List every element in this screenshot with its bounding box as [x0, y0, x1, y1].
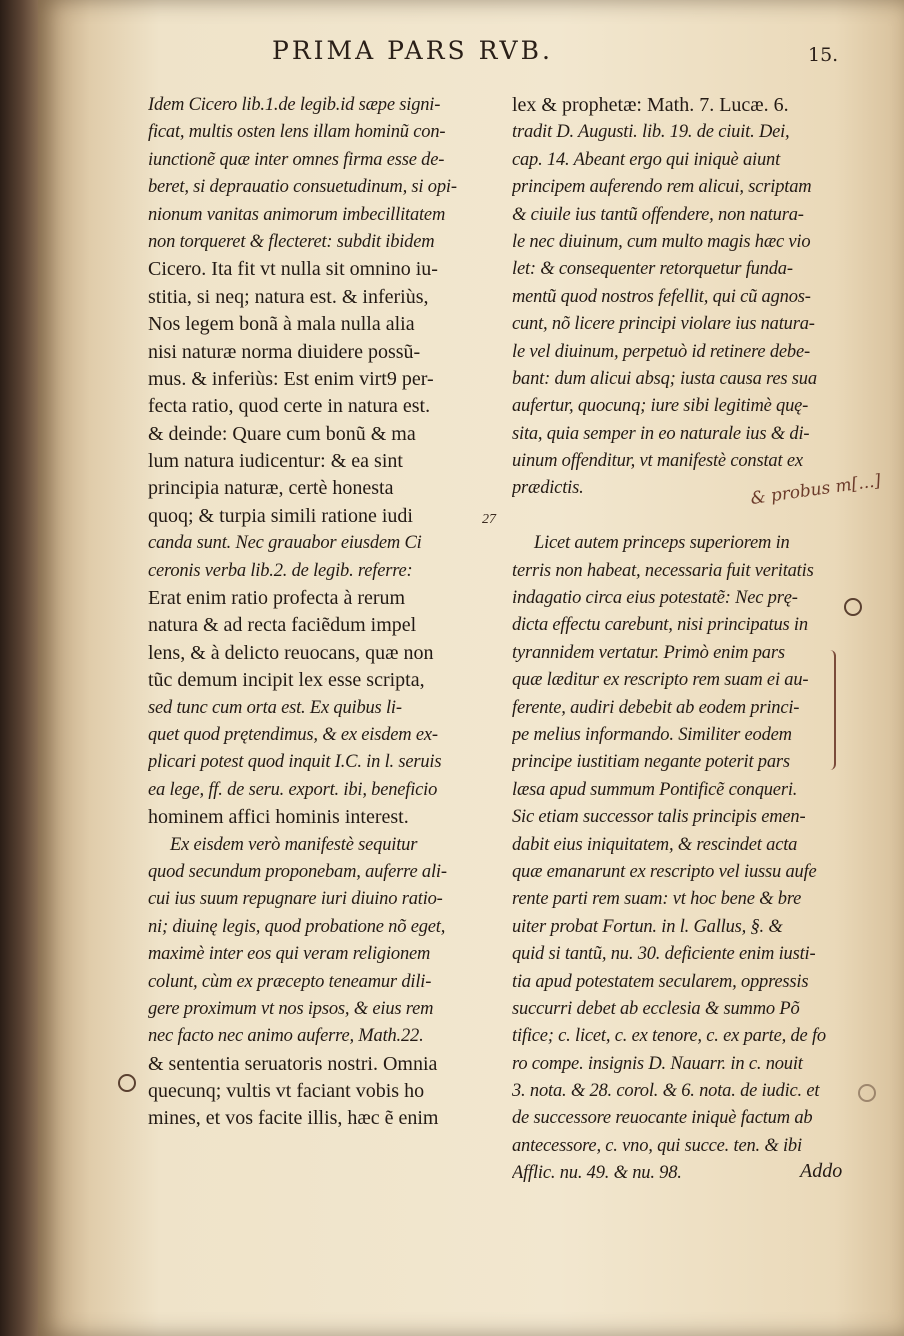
- text-line: Cicero. Ita fit vt nulla sit omnino iu-: [148, 258, 438, 281]
- marginal-paragraph-number: 27: [482, 512, 496, 527]
- text-line: terris non habeat, necessaria fuit veritatis: [512, 560, 814, 581]
- text-line: sita, quia semper in eo naturale ius & di-: [512, 423, 810, 444]
- text-line: aufertur, quocunq; iure sibi legitimè quę-: [512, 396, 809, 417]
- handwritten-bracket-mark: [826, 650, 836, 770]
- text-line: uiter probat Fortun. in l. Gallus, §. &: [512, 916, 783, 937]
- text-line: sed tunc cum orta est. Ex quibus li-: [148, 697, 402, 718]
- right-text-column: [512, 92, 842, 1188]
- text-line: Licet autem princeps superiorem in: [534, 533, 790, 554]
- text-line: bant: dum alicui absq; iusta causa res sua: [512, 368, 817, 389]
- text-line: mines, et vos facite illis, hæc ẽ enim: [148, 1107, 439, 1130]
- text-line: pe melius informando. Similiter eodem: [512, 724, 792, 745]
- text-line: principia naturæ, certè honesta: [148, 477, 394, 500]
- text-line: Sic etiam successor talis principis emen-: [512, 807, 806, 828]
- text-line: stitia, si neq; natura est. & inferiùs,: [148, 285, 429, 308]
- text-line: tia apud potestatem secularem, oppressis: [512, 971, 809, 992]
- text-line: lum natura iudicentur: & ea sint: [148, 450, 403, 473]
- folio-number: 15.: [808, 44, 839, 66]
- text-line: Idem Cicero lib.1.de legib.id sæpe signi-: [148, 95, 441, 115]
- text-line: quoq; & turpia simili ratione iudi: [148, 504, 413, 527]
- handwritten-marginal-note: & probus m[...]: [749, 470, 883, 510]
- text-line: le vel diuinum, perpetuò id retinere debe-: [512, 341, 810, 362]
- left-text-column: [148, 92, 478, 1133]
- text-line: ea lege, ff. de seru. export. ibi, beneficio: [148, 779, 438, 800]
- text-line: cap. 14. Abeant ergo qui iniquè aiunt: [512, 149, 781, 170]
- text-line: de successore reuocante iniquè factum ab: [512, 1108, 813, 1129]
- text-line: ni; diuinę legis, quod probatione nõ eget,: [148, 916, 446, 937]
- text-line: principe iustitiam negante poterit pars: [512, 752, 790, 773]
- text-line: quæ læditur ex rescripto rem suam ei au-: [512, 670, 809, 691]
- text-line: nisi naturæ norma diuidere possũ-: [148, 340, 421, 363]
- marginal-circle-mark: [858, 1084, 876, 1102]
- text-line: Afflic. nu. 49. & nu. 98.: [512, 1163, 682, 1184]
- text-line: lex & prophetæ: Math. 7. Lucæ. 6.: [512, 94, 789, 116]
- text-line: le nec diuinum, cum multo magis hæc vio: [512, 231, 811, 252]
- text-line: ro compe. insignis D. Nauarr. in c. nouit: [512, 1053, 803, 1074]
- text-line: let: & consequenter retorquetur funda-: [512, 259, 793, 280]
- catchword: Addo: [800, 1160, 843, 1182]
- text-line: uinum offenditur, vt manifestè constat ex: [512, 451, 803, 472]
- text-line: tifice; c. licet, c. ex tenore, c. ex parte, de fo: [512, 1026, 826, 1047]
- text-line: nec facto nec animo auferre, Math.22.: [148, 1026, 424, 1047]
- text-line: & sententia seruatoris nostri. Omnia: [148, 1052, 438, 1075]
- text-line: ferente, audiri debebit ab eodem princi-: [512, 697, 800, 718]
- text-line: Ex eisdem verò manifestè sequitur: [170, 834, 418, 855]
- text-line: rente parti rem suam: vt hoc bene & bre: [512, 889, 802, 910]
- text-line: tyrannidem vertatur. Primò enim pars: [512, 642, 785, 663]
- text-line: succurri debet ab ecclesia & summo Põ: [512, 998, 800, 1019]
- text-line: gere proximum vt nos ipsos, & eius rem: [148, 998, 434, 1019]
- text-line: & ciuile ius tantũ offendere, non natura-: [512, 204, 804, 225]
- text-line: quæ emanarunt ex rescripto vel iussu aufe: [512, 861, 817, 882]
- text-line: cunt, nõ licere principi violare ius natura-: [512, 314, 815, 335]
- text-line: cui ius suum repugnare iuri diuino ratio-: [148, 889, 443, 910]
- text-line: maximè inter eos qui veram religionem: [148, 944, 431, 965]
- text-line: tradit D. Augusti. lib. 19. de ciuit. Dei,: [512, 122, 790, 143]
- text-line: dabit eius iniquitatem, & rescindet acta: [512, 834, 798, 855]
- text-line: & deinde: Quare cum bonũ & ma: [148, 422, 416, 445]
- text-line: antecessore, c. vno, qui succe. ten. & ibi: [512, 1135, 802, 1156]
- text-line: colunt, cùm ex præcepto teneamur dili-: [148, 971, 432, 992]
- text-line: plicari potest quod inquit I.C. in l. seruis: [148, 752, 442, 773]
- text-line: tũc demum incipit lex esse scripta,: [148, 669, 425, 692]
- marginal-circle-mark: [844, 598, 862, 616]
- marginal-circle-mark: [118, 1074, 136, 1092]
- text-line: hominem affici hominis interest.: [148, 806, 409, 829]
- text-line: mus. & inferiùs: Est enim virt9 per-: [148, 367, 434, 390]
- text-line: canda sunt. Nec grauabor eiusdem Ci: [148, 533, 422, 554]
- text-line: iunctionẽ quæ inter omnes firma esse de-: [148, 149, 445, 170]
- text-line: beret, si deprauatio consuetudinum, si opi-: [148, 177, 457, 198]
- text-line: Nos legem bonã à mala nulla alia: [148, 313, 415, 336]
- text-line: lens, & à delicto reuocans, quæ non: [148, 641, 434, 664]
- text-line: quecunq; vultis vt faciant vobis ho: [148, 1080, 425, 1103]
- text-line: 3. nota. & 28. corol. & 6. nota. de iudic. et: [512, 1081, 820, 1102]
- text-line: nionum vanitas animorum imbecillitatem: [148, 204, 446, 225]
- text-line: dicta effectu carebunt, nisi principatus in: [512, 615, 808, 636]
- text-line: fecta ratio, quod certe in natura est.: [148, 395, 431, 418]
- text-line: natura & ad recta faciẽdum impel: [148, 614, 417, 637]
- text-line: læsa apud summum Pontificẽ conqueri.: [512, 779, 798, 800]
- text-line: principem auferendo rem alicui, scriptam: [512, 177, 812, 198]
- text-line: ceronis verba lib.2. de legib. referre:: [148, 560, 413, 581]
- text-line: indagatio circa eius potestatẽ: Nec prę-: [512, 588, 798, 609]
- text-line: Erat enim ratio profecta à rerum: [148, 587, 406, 610]
- paragraph-gap: [512, 503, 842, 530]
- text-line: ficat, multis osten lens illam hominũ con-: [148, 122, 446, 143]
- running-title: PRIMA PARS RVB.: [272, 36, 553, 65]
- text-line: mentũ quod nostros fefellit, qui cũ agnos-: [512, 286, 811, 307]
- text-line: non torqueret & flecteret: subdit ibidem: [148, 231, 435, 252]
- text-line: prædictis.: [512, 478, 584, 499]
- text-line: quet quod prętendimus, & ex eisdem ex-: [148, 724, 438, 745]
- text-line: quid si tantũ, nu. 30. deficiente enim iusti-: [512, 944, 816, 965]
- text-line: quod secundum proponebam, auferre ali-: [148, 861, 447, 882]
